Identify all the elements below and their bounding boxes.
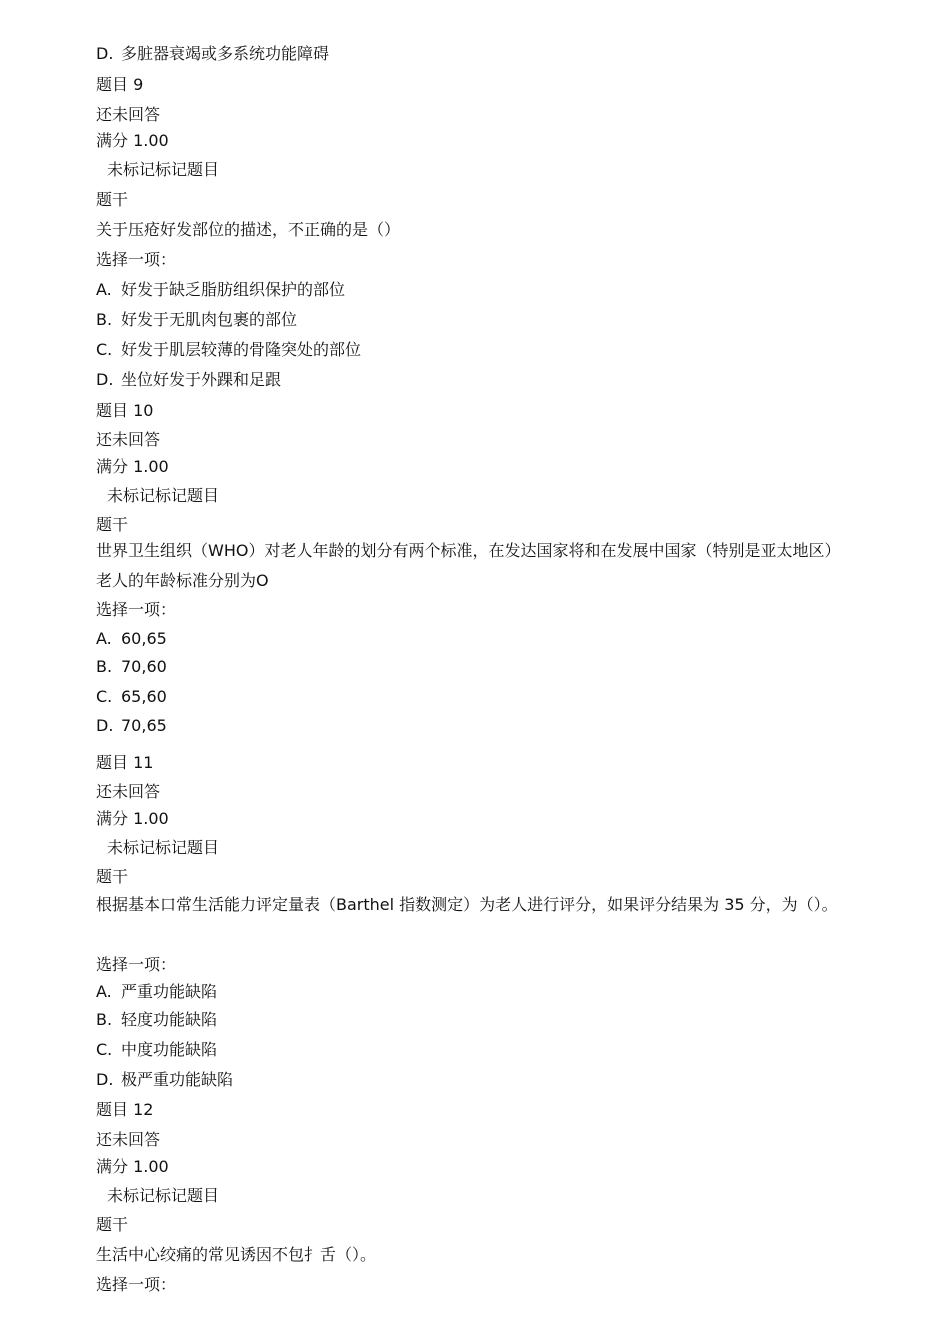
option-text: 中度功能缺陷 (121, 1040, 218, 1059)
choose-label: 选择一项： (96, 1275, 177, 1294)
choose-label: 选择一项： (96, 955, 177, 974)
option-letter: D. (96, 44, 114, 63)
option-text: 好发于肌层较薄的骨隆突处的部位 (121, 340, 362, 359)
stem-label: 题干 (96, 190, 129, 209)
answer-status: 还未回答 (96, 430, 161, 449)
choose-label: 选择一项： (96, 250, 177, 269)
option-text: 极严重功能缺陷 (121, 1070, 234, 1089)
option-text: 好发于缺乏脂肪组织保护的部位 (121, 280, 346, 299)
answer-status: 还未回答 (96, 782, 161, 801)
option-letter: D. (96, 716, 114, 735)
question-stem: 根据基本口常生活能力评定量表（Barthel 指数测定）为老人进行评分，如果评分结果为 35 分，为（）。 (96, 895, 838, 914)
option-text: 多脏器衰竭或多系统功能障碍 (121, 44, 330, 63)
option-letter: C. (96, 1040, 113, 1059)
option-b[interactable] (96, 657, 167, 677)
question-stem: 世界卫生组织（WHO）对老人年龄的划分有两个标准，在发达国家将和在发展中国家（特别是亚太地区）老人的年龄标准分别为O (96, 541, 841, 590)
stem-label: 题干 (96, 1215, 129, 1234)
option-letter: A. (96, 982, 112, 1001)
choose-label: 选择一项： (96, 600, 177, 619)
option-letter: C. (96, 687, 113, 706)
question-title: 题目 11 (96, 753, 154, 772)
option-text: 严重功能缺陷 (121, 982, 218, 1001)
question-score: 满分 1.00 (96, 131, 169, 150)
question-title: 题目 10 (96, 401, 154, 420)
question-stem: 关于压疮好发部位的描述，不正确的是（） (96, 220, 401, 239)
option-letter: C. (96, 340, 113, 359)
flag-question-link[interactable]: 未标记标记题目 (107, 486, 220, 505)
option-letter: B. (96, 657, 113, 676)
question-title: 题目 9 (96, 75, 144, 94)
option-a[interactable] (96, 280, 345, 300)
option-text: 好发于无肌肉包裹的部位 (121, 310, 298, 329)
option-text: 65,60 (121, 687, 167, 706)
option-b[interactable] (96, 1010, 217, 1030)
option-d[interactable] (96, 1070, 233, 1090)
question-stem: 生活中心绞痛的常见诱因不包扌舌（）。 (96, 1245, 377, 1264)
option-letter: B. (96, 310, 113, 329)
option-d[interactable] (96, 44, 329, 64)
option-c[interactable] (96, 687, 167, 707)
stem-label: 题干 (96, 515, 129, 534)
option-text: 70,65 (121, 716, 167, 735)
flag-question-link[interactable]: 未标记标记题目 (107, 1186, 220, 1205)
option-letter: D. (96, 1070, 114, 1089)
question-score: 满分 1.00 (96, 457, 169, 476)
question-score: 满分 1.00 (96, 1157, 169, 1176)
option-text: 70,60 (121, 657, 167, 676)
answer-status: 还未回答 (96, 105, 161, 124)
option-letter: A. (96, 280, 112, 299)
option-text: 坐位好发于外踝和足跟 (121, 370, 282, 389)
option-text: 60,65 (121, 629, 167, 648)
question-score: 满分 1.00 (96, 809, 169, 828)
option-b[interactable] (96, 310, 297, 330)
flag-question-link[interactable]: 未标记标记题目 (107, 160, 220, 179)
option-d[interactable] (96, 716, 167, 736)
option-letter: D. (96, 370, 114, 389)
answer-status: 还未回答 (96, 1130, 161, 1149)
option-a[interactable] (96, 982, 217, 1002)
stem-label: 题干 (96, 867, 129, 886)
option-c[interactable] (96, 1040, 217, 1060)
option-c[interactable] (96, 340, 361, 360)
flag-question-link[interactable]: 未标记标记题目 (107, 838, 220, 857)
option-text: 轻度功能缺陷 (121, 1010, 218, 1029)
question-title: 题目 12 (96, 1100, 154, 1119)
option-a[interactable] (96, 629, 167, 649)
option-letter: B. (96, 1010, 113, 1029)
option-letter: A. (96, 629, 112, 648)
option-d[interactable] (96, 370, 281, 390)
